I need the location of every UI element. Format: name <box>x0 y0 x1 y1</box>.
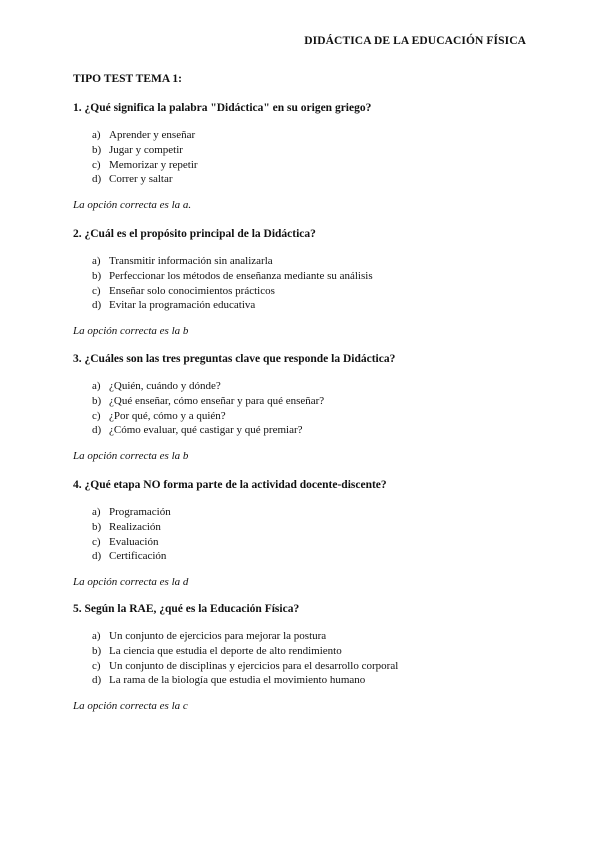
option-letter: c) <box>92 535 101 548</box>
option-d <box>92 172 533 187</box>
option-a <box>92 128 533 143</box>
option-letter: c) <box>92 409 101 422</box>
option-list <box>92 254 533 313</box>
option-letter: a) <box>92 506 101 518</box>
option-text: Evitar la programación educativa <box>109 299 256 312</box>
option-b <box>92 644 533 659</box>
option-letter: a) <box>92 255 101 267</box>
option-text: La ciencia que estudia el deporte de alto rendimiento <box>109 644 342 657</box>
option-text: ¿Qué enseñar, cómo enseñar y para qué enseñar? <box>109 394 325 407</box>
option-a <box>92 379 533 394</box>
option-letter: c) <box>92 659 101 672</box>
option-letter: c) <box>92 158 101 171</box>
option-list <box>92 379 533 438</box>
option-b <box>92 269 533 284</box>
option-letter: b) <box>92 394 102 407</box>
option-letter: a) <box>92 129 101 141</box>
question-text: 5. Según la RAE, ¿qué es la Educación Física? <box>73 603 300 615</box>
option-c <box>92 284 533 299</box>
option-b <box>92 520 533 535</box>
option-text: Programación <box>109 506 171 518</box>
option-b <box>92 394 533 409</box>
option-letter: d) <box>92 674 102 687</box>
option-c <box>92 158 533 173</box>
option-text: Un conjunto de disciplinas y ejercicios para el desarrollo corporal <box>109 659 399 672</box>
question-text: 1. ¿Qué significa la palabra "Didáctica" en su origen griego? <box>73 102 372 114</box>
question-text: 4. ¿Qué etapa NO forma parte de la actividad docente-discente? <box>73 479 387 491</box>
option-d <box>92 423 533 438</box>
option-a <box>92 254 533 269</box>
option-c <box>92 535 533 550</box>
question-text: 2. ¿Cuál es el propósito principal de la Didáctica? <box>73 228 316 240</box>
option-text: ¿Por qué, cómo y a quién? <box>109 409 226 422</box>
option-c <box>92 659 533 674</box>
option-text: Enseñar solo conocimientos prácticos <box>109 284 275 297</box>
option-text: Realización <box>109 520 161 533</box>
option-d <box>92 298 533 313</box>
option-d <box>92 549 533 564</box>
question-1 <box>73 101 533 212</box>
correct-answer: La opción correcta es la a. <box>73 199 192 212</box>
option-letter: b) <box>92 269 102 282</box>
option-letter: d) <box>92 299 102 312</box>
option-c <box>92 409 533 424</box>
option-letter: b) <box>92 644 102 657</box>
document-header: DIDÁCTICA DE LA EDUCACIÓN FÍSICA <box>304 35 526 47</box>
option-text: La rama de la biología que estudia el movimiento humano <box>109 674 366 687</box>
question-2 <box>73 227 533 338</box>
test-title: TIPO TEST TEMA 1: <box>73 73 182 85</box>
option-letter: c) <box>92 284 101 297</box>
question-3 <box>73 352 533 463</box>
correct-answer: La opción correcta es la c <box>73 700 188 713</box>
option-text: Aprender y enseñar <box>109 129 196 141</box>
question-5 <box>73 602 533 713</box>
option-letter: b) <box>92 143 102 156</box>
option-text: ¿Quién, cuándo y dónde? <box>109 380 221 392</box>
option-list <box>92 505 533 564</box>
option-list <box>92 128 533 187</box>
correct-answer: La opción correcta es la d <box>73 576 189 589</box>
correct-answer: La opción correcta es la b <box>73 325 189 338</box>
option-a <box>92 629 533 644</box>
option-text: ¿Cómo evaluar, qué castigar y qué premiar? <box>109 424 303 437</box>
option-letter: a) <box>92 380 101 392</box>
option-a <box>92 505 533 520</box>
question-4 <box>73 478 533 589</box>
option-text: Evaluación <box>109 535 159 548</box>
option-b <box>92 143 533 158</box>
option-list <box>92 629 533 688</box>
option-text: Correr y saltar <box>109 173 173 186</box>
option-text: Jugar y competir <box>109 143 183 156</box>
option-text: Perfeccionar los métodos de enseñanza mediante su análisis <box>109 269 373 282</box>
option-letter: a) <box>92 630 101 642</box>
question-text: 3. ¿Cuáles son las tres preguntas clave que responde la Didáctica? <box>73 353 396 365</box>
option-letter: b) <box>92 520 102 533</box>
option-letter: d) <box>92 424 102 437</box>
option-text: Transmitir información sin analizarla <box>109 255 273 267</box>
option-text: Memorizar y repetir <box>109 158 198 171</box>
option-d <box>92 673 533 688</box>
option-text: Un conjunto de ejercicios para mejorar la postura <box>109 630 327 642</box>
option-letter: d) <box>92 550 102 563</box>
option-text: Certificación <box>109 550 167 563</box>
correct-answer: La opción correcta es la b <box>73 450 189 463</box>
option-letter: d) <box>92 173 102 186</box>
